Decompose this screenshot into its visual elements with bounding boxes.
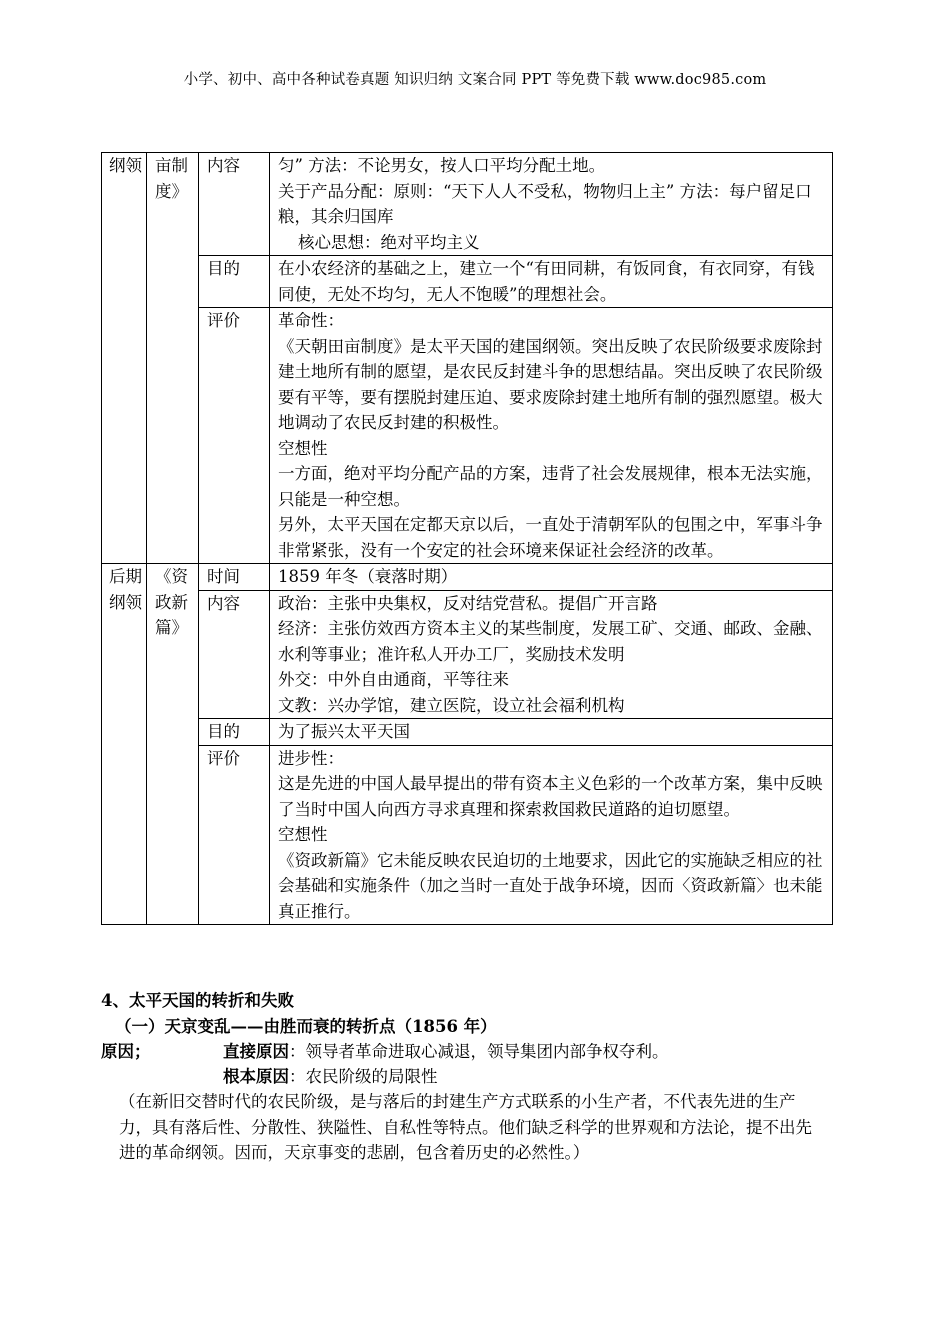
content-line: 为了振兴太平天国 — [278, 722, 410, 741]
section2-program-name: 《资政新篇》 — [147, 564, 199, 925]
content-line: 进步性： — [278, 748, 344, 768]
content-line: 空想性 — [278, 438, 328, 458]
row-content — [270, 564, 833, 591]
page-header: 小学、初中、高中各种试卷真题 知识归纳 文案合同 PPT 等免费下载 www.doc985.com — [183, 72, 767, 88]
content-line: 这是先进的中国人最早提出的带有资本主义色彩的一个改革方案，集中反映了当时中国人向西方寻求真理和探索救国救民道路的迫切愿望。 — [278, 774, 823, 819]
explanation-paragraph: （在新旧交替时代的农民阶级，是与落后的封建生产方式联系的小生产者，不代表先进的生产力，具有落后性、分散性、狭隘性、自私性等特点。他们缺乏科学的世界观和方法论，提不出先进的革命纲领。因而，天京事变的悲剧，包含着历史的必然性。） — [119, 1092, 812, 1162]
row-label: 评价 — [199, 745, 270, 925]
row-content — [270, 590, 833, 719]
content-line: 匀” 方法：不论男女，按人口平均分配土地。 — [278, 156, 606, 175]
program-table — [101, 152, 833, 925]
section1-program-name: 亩制度》 — [147, 153, 199, 564]
content-line: 政治：主张中央集权，反对结党营私。提倡广开言路 — [278, 593, 658, 613]
cause-label: 原因； — [101, 1042, 151, 1061]
row-content — [270, 745, 833, 925]
table-row — [102, 590, 833, 719]
table-row — [102, 745, 833, 925]
section-heading: 4、太平天国的转折和失败 — [101, 991, 294, 1010]
content-line: 1859 年冬（衰落时期） — [278, 567, 458, 586]
content-line: 在小农经济的基础之上，建立一个“有田同耕，有饭同食，有衣同穿，有钱同使，无处不均匀，无人不饱暖”的理想社会。 — [278, 259, 815, 304]
content-line: 核心思想：绝对平均主义 — [298, 232, 480, 252]
table-row — [102, 256, 833, 308]
row-label: 评价 — [199, 308, 270, 564]
direct-cause-text: ：领导者革命进取心减退，领导集团内部争权夺利。 — [289, 1042, 669, 1061]
content-line: 经济：主张仿效西方资本主义的某些制度，发展工矿、交通、邮政、金融、水利等事业；准许私人开办工厂，奖励技术发明 — [278, 619, 823, 664]
row-content — [270, 256, 833, 308]
row-label: 内容 — [199, 590, 270, 719]
table-row — [102, 719, 833, 746]
content-line: 文教：兴办学馆，建立医院，设立社会福利机构 — [278, 695, 625, 715]
section-body — [101, 988, 821, 1166]
content-line: 《天朝田亩制度》是太平天国的建国纲领。突出反映了农民阶级要求废除封建土地所有制的愿望，是农民反封建斗争的思想结晶。突出反映了农民阶级要有平等，要有摆脱封建压迫、要求废除封建土地所有制的强烈愿望。极大地调动了农民反封建的积极性。 — [278, 336, 823, 432]
table-row — [102, 308, 833, 564]
root-cause-row — [101, 1064, 821, 1089]
content-line: 空想性 — [278, 825, 328, 844]
direct-cause-label: 直接原因 — [223, 1042, 289, 1061]
content-line: 另外，太平天国在定都天京以后，一直处于清朝军队的包围之中，军事斗争非常紧张，没有一个安定的社会环境来保证社会经济的改革。 — [278, 515, 823, 560]
table-row — [102, 564, 833, 591]
table-row — [102, 153, 833, 256]
section2-category: 后期纲领 — [102, 564, 147, 925]
content-line: 一方面，绝对平均分配产品的方案，违背了社会发展规律，根本无法实施，只能是一种空想。 — [278, 464, 823, 509]
content-line: 关于产品分配：原则：“天下人人不受私，物物归上主” 方法：每户留足口粮，其余归国库 — [278, 181, 812, 226]
direct-cause-row — [101, 1039, 821, 1064]
content-line: 外交：中外自由通商，平等往来 — [278, 670, 509, 689]
section1-category: 纲领 — [102, 153, 147, 564]
row-content — [270, 308, 833, 564]
row-content — [270, 719, 833, 746]
row-label: 目的 — [199, 719, 270, 746]
content-line: 《资政新篇》它未能反映农民迫切的土地要求，因此它的实施缺乏相应的社会基础和实施条件（加之当时一直处于战争环境，因而〈资政新篇〉也未能真正推行。 — [278, 850, 823, 921]
row-label: 时间 — [199, 564, 270, 591]
row-content — [270, 153, 833, 256]
root-cause-text: ：农民阶级的局限性 — [289, 1067, 438, 1086]
content-line: 革命性： — [278, 311, 344, 330]
row-label: 内容 — [199, 153, 270, 256]
root-cause — [223, 1064, 438, 1090]
direct-cause — [223, 1039, 669, 1065]
root-cause-label: 根本原因 — [223, 1067, 289, 1086]
subsection-heading: （一）天京变乱——由胜而衰的转折点（1856 年） — [115, 1016, 497, 1036]
row-label: 目的 — [199, 256, 270, 308]
